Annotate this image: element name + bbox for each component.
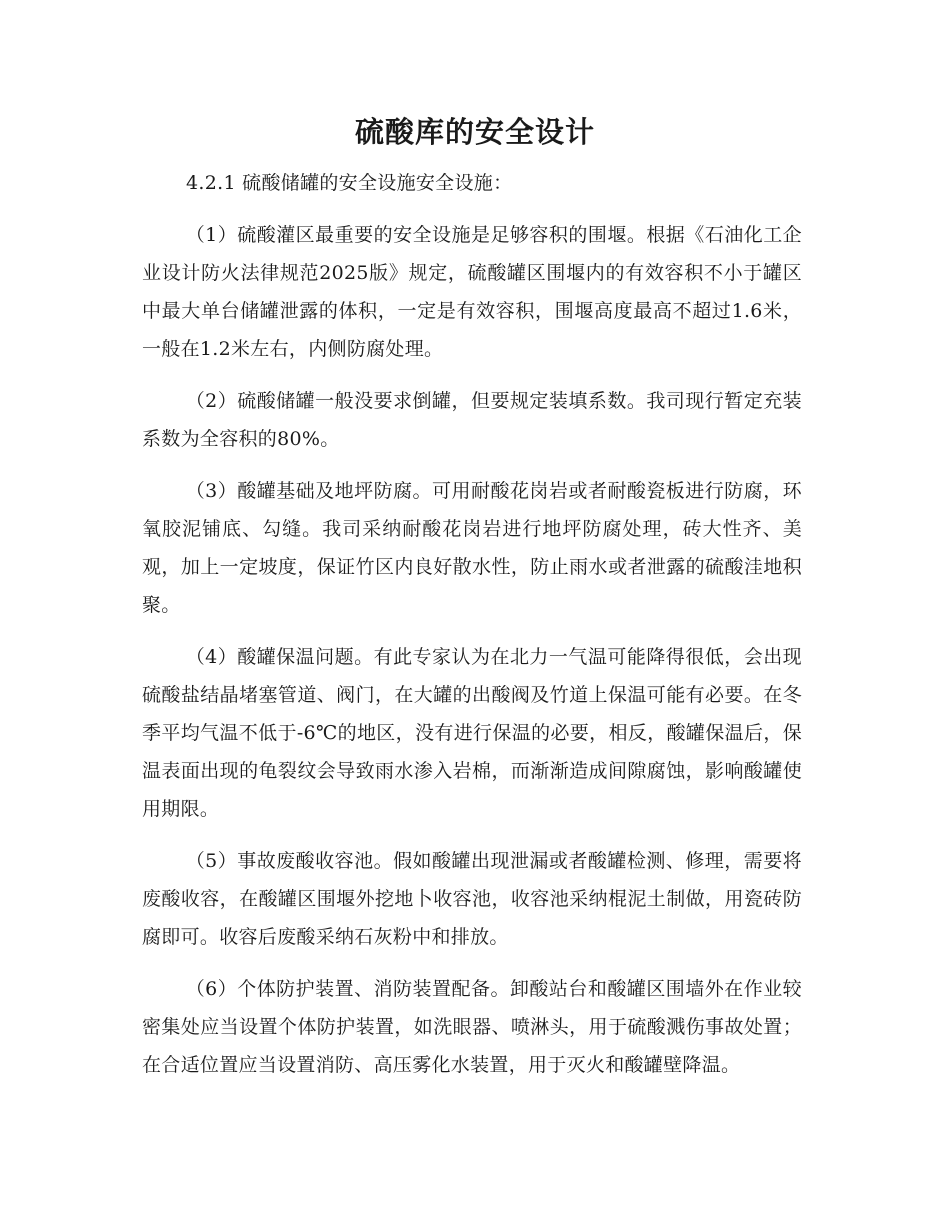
document-body — [142, 164, 802, 1098]
paragraph-3: （3）酸罐基础及地坪防腐。可用耐酸花岗岩或者耐酸瓷板进行防腐，环氧胶泥铺底、勾缝。我司采纳耐酸花岗岩进行地坪防腐处理，砖大性齐、美观，加上一定坡度，保证竹区内良好散水性，防止雨水或者泄露的硫酸洼地积聚。 — [142, 480, 802, 616]
paragraph-4: （4）酸罐保温问题。有此专家认为在北力一气温可能降得很低，会出现硫酸盐结晶堵塞管道、阀门，在大罐的出酸阀及竹道上保温可能有必要。在冬季平均气温不低于-6℃的地区，没有进行保温的必要，相反，酸罐保温后，保温表面出现的龟裂纹会导致雨水渗入岩棉，而渐渐造成间隙腐蚀，影响酸罐使用期限。 — [142, 646, 802, 820]
paragraph-6: （6）个体防护装置、消防装置配备。卸酸站台和酸罐区围墙外在作业较密集处应当设置个体防护装置，如洗眼器、喷淋头，用于硫酸溅伤事故处置；在合适位置应当设置消防、高压雾化水装置，用于灭火和酸罐壁降温。 — [142, 978, 802, 1076]
paragraph-2: （2）硫酸储罐一般没要求倒罐，但要规定装填系数。我司现行暂定充装系数为全容积的80%。 — [142, 390, 802, 450]
document-title: 硫酸库的安全设计 — [354, 115, 595, 149]
paragraph-5: （5）事故废酸收容池。假如酸罐出现泄漏或者酸罐检测、修理，需要将废酸收容，在酸罐区围堰外挖地卜收容池，收容池采纳棍泥土制做，用瓷砖防腐即可。收容后废酸采纳石灰粉中和排放。 — [142, 850, 802, 948]
paragraph-1: （1）硫酸灌区最重要的安全设施是足够容积的围堰。根据《石油化工企业设计防火法律规范2025版》规定，硫酸罐区围堰内的有效容积不小于罐区中最大单台储罐泄露的体积，一定是有效容积，围堰高度最高不超过1.6米，一般在1.2米左右，内侧防腐处理。 — [142, 224, 802, 360]
section-heading: 4.2.1 硫酸储罐的安全设施安全设施： — [186, 172, 513, 194]
